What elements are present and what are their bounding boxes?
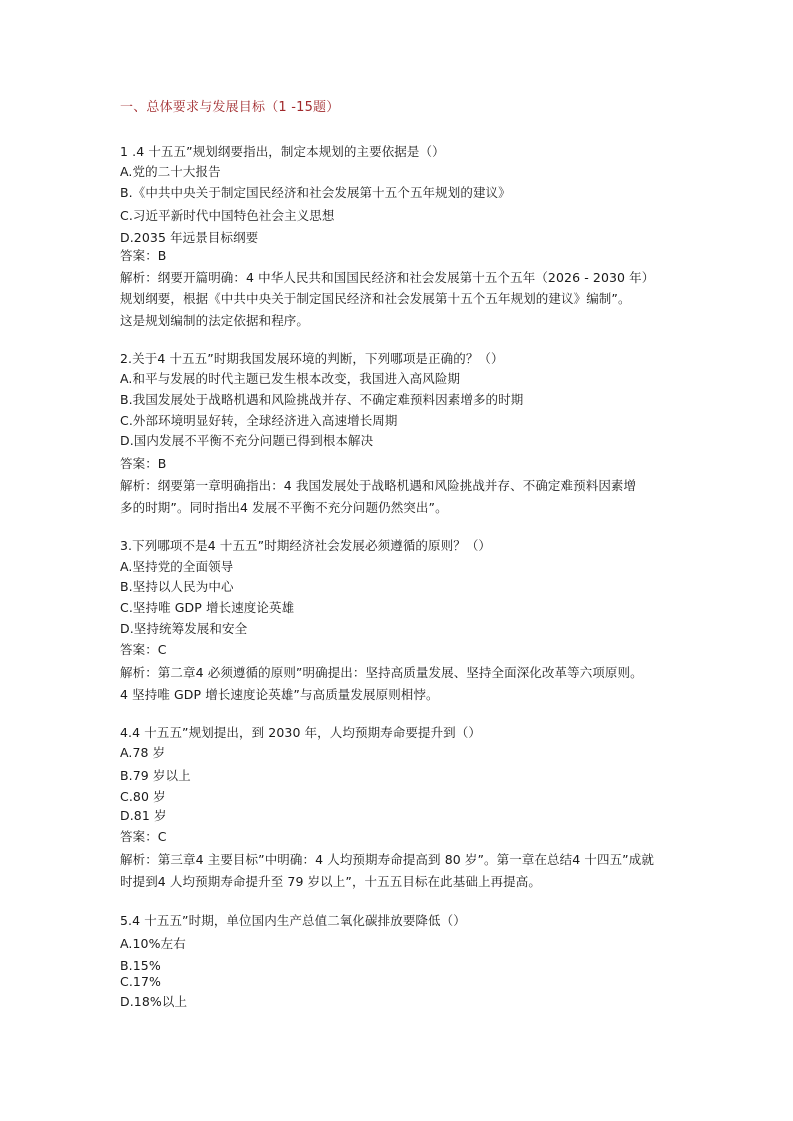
question-stem: 1 .4 十五五”规划纲要指出，制定本规划的主要依据是（） [120,144,445,159]
option: B.79 岁以上 [120,768,191,783]
option: D.2035 年远景目标纲要 [120,230,259,245]
answer: 答案：B [120,248,167,263]
analysis-line: 时提到4 人均预期寿命提升至 79 岁以上”，十五五目标在此基础上再提高。 [120,874,541,889]
analysis-line: 解析：第二章4 必须遵循的原则”明确提出：坚持高质量发展、坚持全面深化改革等六项原则。 [120,665,643,680]
option: D.国内发展不平衡不充分问题已得到根本解决 [120,433,374,448]
option: A.坚持党的全面领导 [120,559,234,574]
option: A.和平与发展的时代主题已发生根本改变，我国进入高风险期 [120,371,461,386]
question-stem: 3.下列哪项不是4 十五五”时期经济社会发展必须遵循的原则？（） [120,538,492,553]
analysis-line: 多的时期”。同时指出4 发展不平衡不充分问题仍然突出”。 [120,500,448,515]
option: C.习近平新时代中国特色社会主义思想 [120,208,335,223]
option: A.10%左右 [120,936,186,951]
option: D.坚持统筹发展和安全 [120,621,248,636]
analysis-line: 4 坚持唯 GDP 增长速度论英雄”与高质量发展原则相悖。 [120,687,439,702]
option: C.80 岁 [120,789,166,804]
answer: 答案：C [120,829,167,844]
section-title: 一、总体要求与发展目标（1 -15题） [120,100,340,115]
analysis-line: 解析：纲要开篇明确：4 中华人民共和国国民经济和社会发展第十五个五年（2026 - 2030 年） [120,270,655,285]
answer: 答案：C [120,642,167,657]
question-stem: 4.4 十五五”规划提出，到 2030 年，人均预期寿命要提升到（） [120,725,481,740]
option: D.18%以上 [120,994,188,1009]
option: C.坚持唯 GDP 增长速度论英雄 [120,600,295,615]
analysis-line: 规划纲要，根据《中共中央关于制定国民经济和社会发展第十五个五年规划的建议》编制”。 [120,291,631,306]
option: B.我国发展处于战略机遇和风险挑战并存、不确定难预料因素增多的时期 [120,392,524,407]
answer: 答案：B [120,456,167,471]
analysis-line: 解析：纲要第一章明确指出：4 我国发展处于战略机遇和风险挑战并存、不确定难预料因素增 [120,478,637,493]
option: C.外部环境明显好转，全球经济进入高速增长周期 [120,413,398,428]
option: D.81 岁 [120,808,167,823]
option: A.78 岁 [120,745,166,760]
option: B.坚持以人民为中心 [120,579,234,594]
analysis-line: 解析：第三章4 主要目标”中明确：4 人均预期寿命提高到 80 岁”。第一章在总结4 十四五”成就 [120,852,654,867]
option: B.《中共中央关于制定国民经济和社会发展第十五个五年规划的建议》 [120,185,511,200]
question-stem: 2.关于4 十五五”时期我国发展环境的判断，下列哪项是正确的？（） [120,351,504,366]
question-stem: 5.4 十五五”时期，单位国内生产总值二氧化碳排放要降低（） [120,913,466,928]
analysis-line: 这是规划编制的法定依据和程序。 [120,313,310,328]
option: B.15% [120,958,161,973]
option: A.党的二十大报告 [120,164,221,179]
option: C.17% [120,974,161,989]
